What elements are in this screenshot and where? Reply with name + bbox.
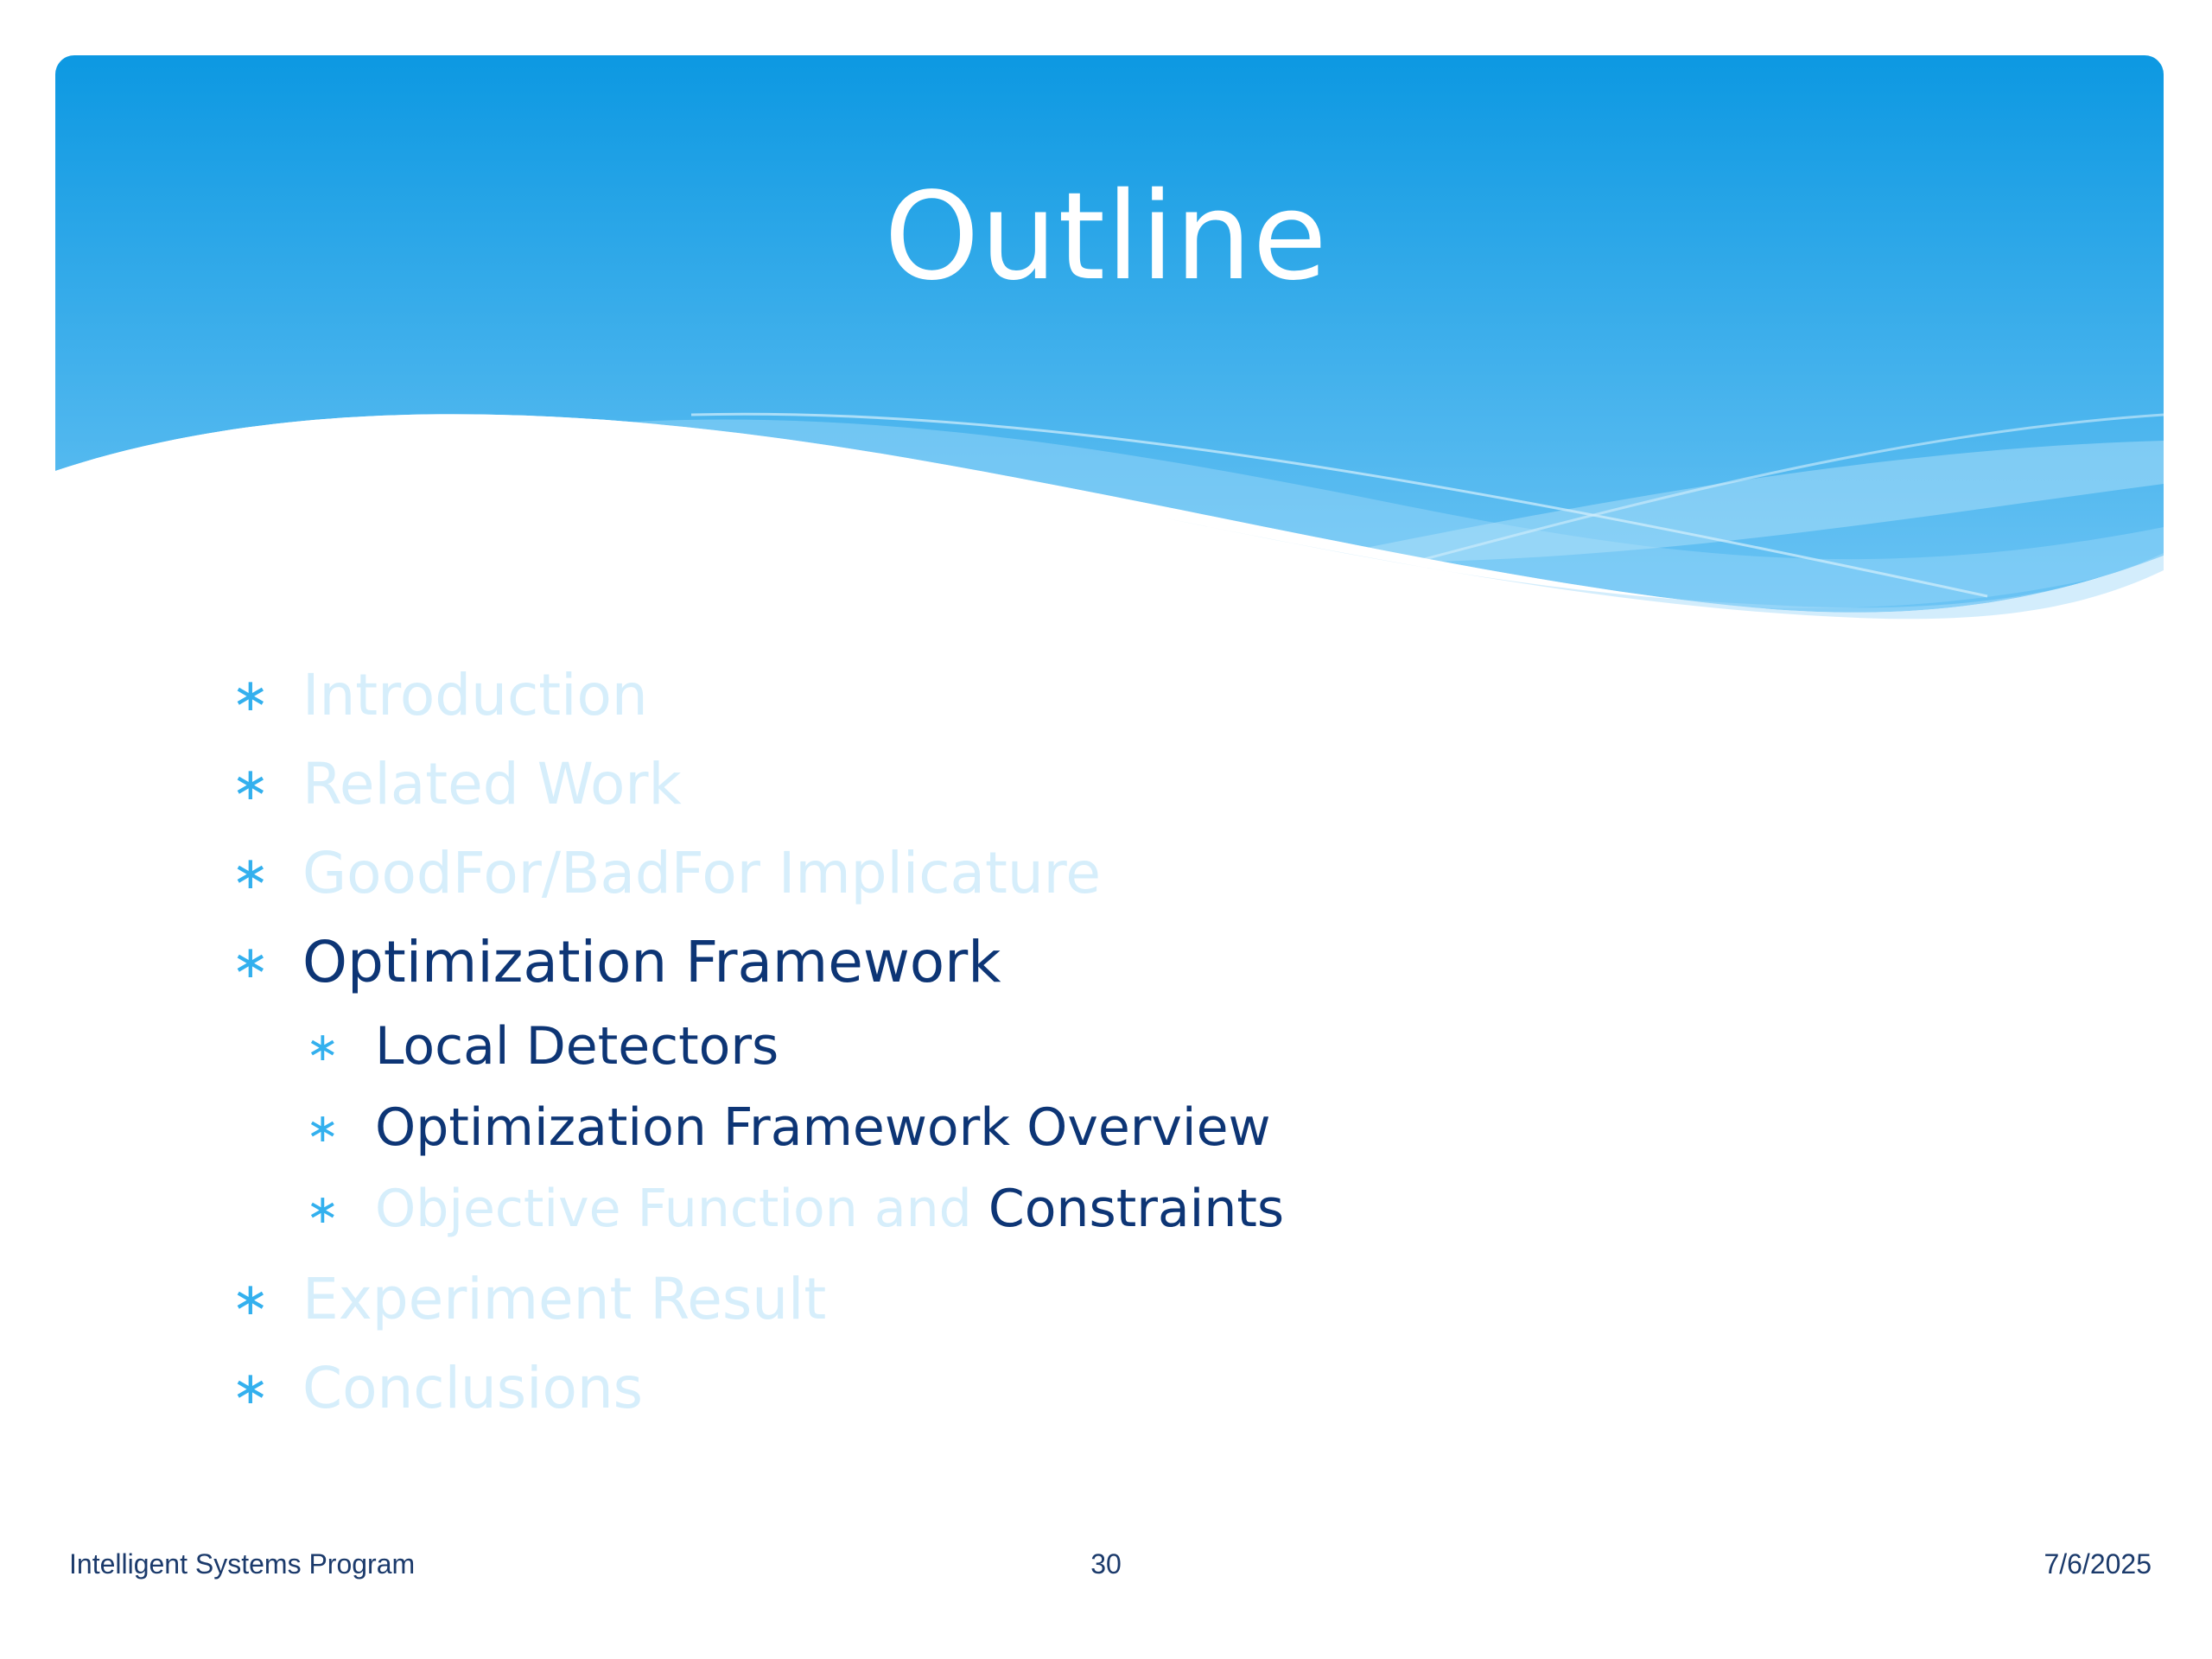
slide-title: Outline xyxy=(884,167,1328,308)
outline-item xyxy=(232,1265,827,1334)
outline-item-text: Introduction xyxy=(302,662,648,728)
outline-item xyxy=(232,661,648,730)
asterisk-bullet-icon: ∗ xyxy=(306,1023,340,1070)
outline-item-text: GoodFor/BadFor Implicature xyxy=(302,840,1101,906)
outline-item xyxy=(232,750,682,819)
asterisk-bullet-icon: ∗ xyxy=(232,848,270,899)
outline-item-text: Local Detectors xyxy=(375,1016,779,1077)
footer-slide-number: 30 xyxy=(1090,1548,1122,1580)
asterisk-bullet-icon: ∗ xyxy=(232,1274,270,1325)
footer-date: 7/6/2025 xyxy=(2044,1548,2152,1580)
asterisk-bullet-icon: ∗ xyxy=(306,1185,340,1232)
outline-item-text: Experiment Result xyxy=(302,1266,827,1332)
outline-item-text: Objective Function and xyxy=(375,1179,988,1239)
outline-item xyxy=(232,839,1101,908)
outline-item-text: Related Work xyxy=(302,751,682,817)
outline-subitem xyxy=(306,1177,1285,1241)
outline-item xyxy=(232,928,1001,997)
outline-item-text: Optimization Framework xyxy=(302,929,1001,995)
outline-item xyxy=(232,1354,644,1423)
asterisk-bullet-icon: ∗ xyxy=(232,670,270,721)
outline-subitem xyxy=(306,1014,779,1078)
outline-item-text: Conclusions xyxy=(302,1355,644,1421)
outline-item-text: Constraints xyxy=(988,1179,1285,1239)
outline-item-text: Optimization Framework Overview xyxy=(375,1097,1271,1158)
outline-subitem xyxy=(306,1096,1271,1160)
asterisk-bullet-icon: ∗ xyxy=(232,937,270,988)
asterisk-bullet-icon: ∗ xyxy=(306,1104,340,1151)
asterisk-bullet-icon: ∗ xyxy=(232,759,270,810)
asterisk-bullet-icon: ∗ xyxy=(232,1363,270,1414)
footer-program-name: Intelligent Systems Program xyxy=(69,1548,416,1580)
